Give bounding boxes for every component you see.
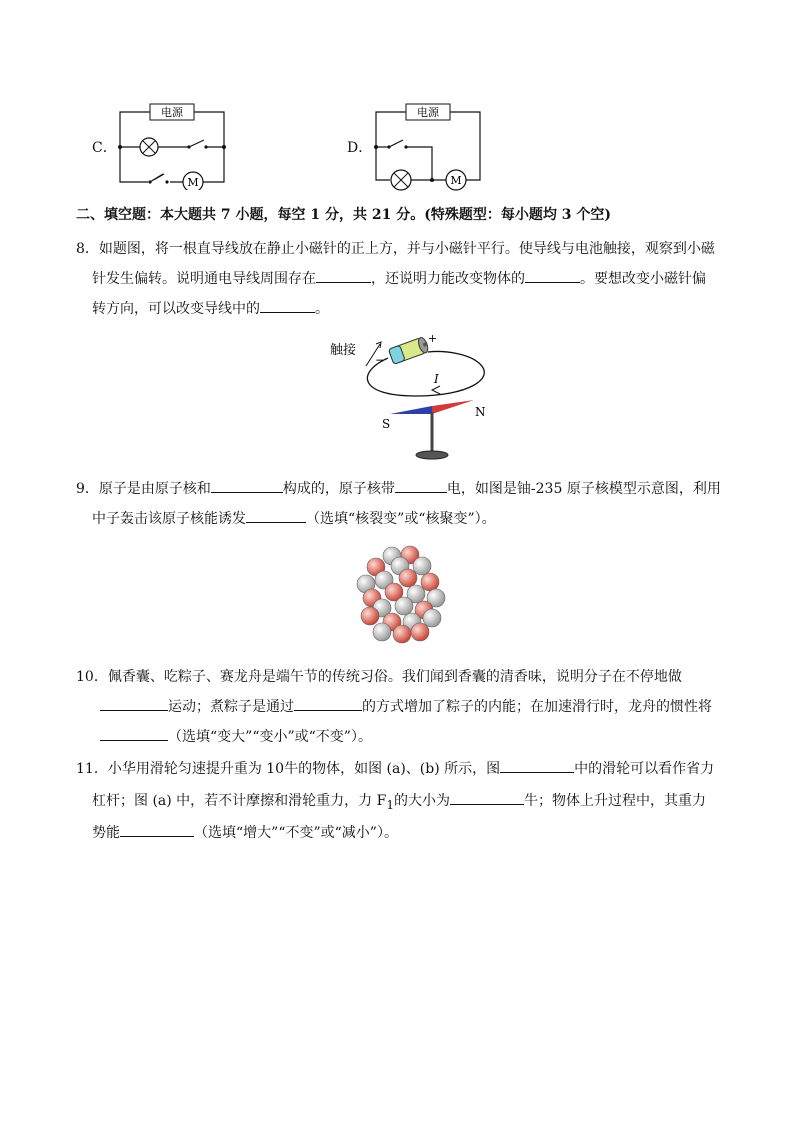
question-11-text: 中的滑轮可以看作省力 [574,761,715,777]
needle-south-half [390,406,432,414]
question-10-number: 10． [76,669,108,685]
answer-blank[interactable] [316,266,371,283]
circuit-d-diagram [368,100,488,192]
touch-label: 触接 [330,343,357,358]
option-c-label: C． [92,140,117,156]
question-11-text: 小华用滑轮匀速提升重为 10牛的物体，如图 (a)、(b) 所示，图 [107,761,501,777]
question-8-line-2 [92,264,706,294]
question-9-text: 原子是由原子核和 [98,481,211,497]
question-9-number: 9． [76,481,99,497]
south-label: S [382,417,391,431]
question-11-line-1 [76,754,714,784]
answer-blank[interactable] [100,694,168,711]
question-10-text: 运动；煮粽子是通过 [168,699,294,715]
question-10-text: 的方式增加了粽子的内能；在加速滑行时，龙舟的惯性将 [362,699,712,715]
force-subscript: 1 [386,797,394,812]
question-8-text: 。 [315,301,329,317]
question-10-line-2 [100,692,712,722]
minus-label: − [375,353,386,367]
question-9-text: 中子轰击该原子核能诱发 [92,511,246,527]
answer-blank[interactable] [294,694,362,711]
answer-blank[interactable] [525,266,580,283]
switch-icon [189,140,204,147]
needle-north-half [432,400,474,414]
question-11-line-2 [92,786,706,820]
answer-blank[interactable] [100,724,168,741]
option-d-label: D． [347,140,373,156]
answer-blank[interactable] [246,506,306,523]
question-8-text: 转方向，可以改变导线中的 [92,301,260,317]
plus-label: + [428,332,438,345]
question-11-text: 杠杆；图 (a) 中，若不计摩擦和滑轮重力，力 F [92,793,387,809]
switch-icon [389,140,403,147]
question-8-line-3 [92,294,329,324]
question-8-text: 。要想改变小磁针偏 [580,271,706,287]
north-label: N [475,405,486,419]
question-11-text: （选填“增大”“不变”或“减小”）。 [194,825,398,841]
question-9-line-1 [76,474,721,504]
question-10-text: （选填“变大”“变小”或“不变”）。 [168,729,372,745]
magnet-needle-figure [320,328,500,466]
question-11-text: 的大小为 [393,793,450,809]
question-9-text: （选填“核裂变”或“核聚变”）。 [306,511,496,527]
circuit-d-source-label: 电源 [417,106,439,119]
answer-blank[interactable] [260,296,315,313]
question-11-text: 势能 [92,825,120,841]
question-10-line-3 [100,722,372,752]
question-11-line-3 [92,818,398,848]
answer-blank[interactable] [500,756,574,773]
answer-blank[interactable] [395,476,447,493]
circuit-c-diagram [112,100,232,190]
section-heading: 二、填空题：本大题共 7 小题，每空 1 分，共 21 分。(特殊题型：每小题均 3 个空) [76,207,611,223]
question-11-text: 牛；物体上升过程中，其重力 [523,793,706,809]
question-10-line-1 [76,662,682,692]
nucleus-icon [357,546,445,643]
question-8-line-1 [76,234,715,264]
circuit-c-source-label: 电源 [161,106,183,119]
battery-icon [388,336,429,364]
question-9-text: 构成的，原子核带 [282,481,395,497]
question-8-number: 8． [76,241,99,257]
question-8-text: 针发生偏转。说明通电导线周围存在 [92,271,316,287]
question-8-text: 如题图，将一根直导线放在静止小磁针的正上方，并与小磁针平行。使导线与电池触接，观察到小磁 [98,241,715,257]
question-9-text: 电，如图是铀-235 原子核模型示意图，利用 [446,481,721,497]
answer-blank[interactable] [211,476,283,493]
current-label: I [434,372,439,386]
question-11-number: 11． [76,761,108,777]
question-8-text: ，还说明力能改变物体的 [371,271,525,287]
answer-blank[interactable] [120,820,194,837]
question-10-text: 佩香囊、吃粽子、赛龙舟是端午节的传统习俗。我们闻到香囊的清香味，说明分子在不停地做 [107,669,682,685]
answer-blank[interactable] [450,788,524,805]
circuit-d-motor-label: M [450,174,462,187]
circuit-c-motor-label: M [187,176,199,189]
uranium-nucleus-figure [352,542,452,646]
question-9-line-2 [92,504,496,534]
